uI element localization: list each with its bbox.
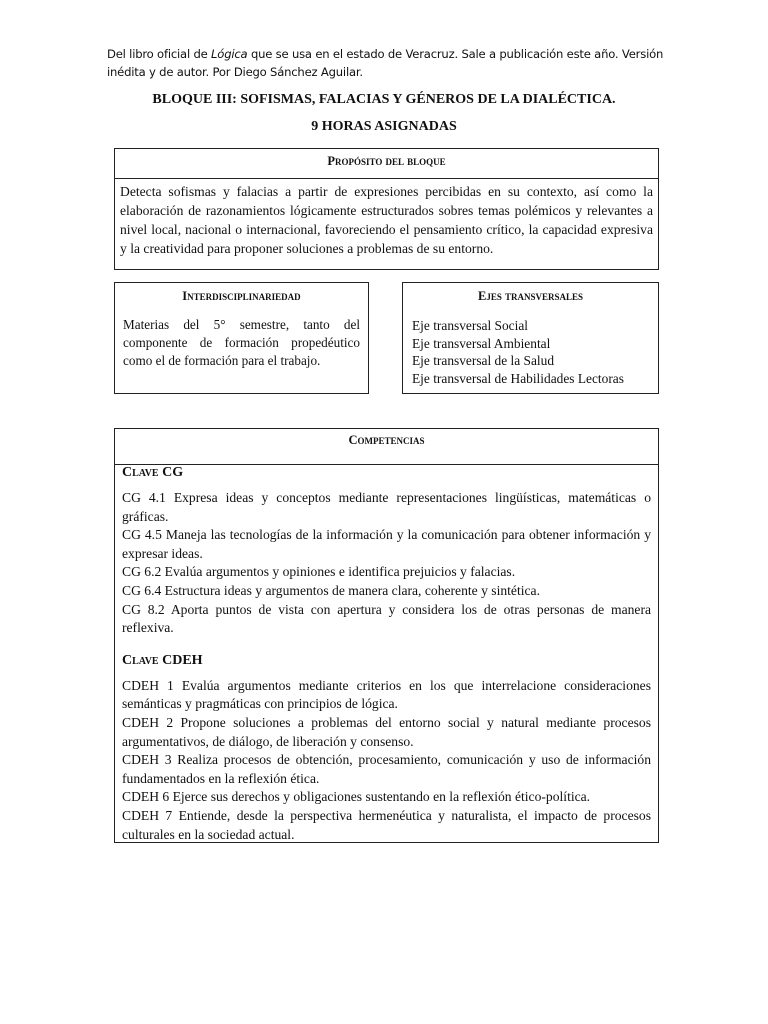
list-item: CG 4.1 Expresa ideas y conceptos mediante representaciones lingüísticas, matemáticas o gráficas. bbox=[122, 490, 651, 524]
interdisciplinariedad-heading: Interdisciplinariedad bbox=[182, 289, 301, 303]
list-item: CDEH 7 Entiende, desde la perspectiva hermenéutica y naturalista, el impacto de procesos culturales en la sociedad actual. bbox=[122, 807, 651, 842]
competencias-heading: Competencias bbox=[115, 429, 658, 465]
block-title: BLOQUE III: SOFISMAS, FALACIAS Y GÉNEROS DE LA DIALÉCTICA. bbox=[152, 92, 616, 107]
header-note bbox=[107, 45, 667, 81]
list-item: Eje transversal de Habilidades Lectoras bbox=[412, 370, 624, 386]
interdisciplinariedad-text: Materias del 5° semestre, tanto del componente de formación propedéutico como el de formación para el trabajo. bbox=[123, 317, 360, 368]
clave-cg-label bbox=[122, 465, 651, 481]
competencias-body bbox=[115, 465, 658, 844]
list-item: CG 8.2 Aporta puntos de vista con apertura y considera los de otras personas de manera reflexiva. bbox=[122, 601, 651, 636]
interdisciplinariedad-box bbox=[114, 282, 369, 394]
header-note-book-title: Lógica bbox=[211, 47, 248, 61]
header-note-part1: Del libro oficial de bbox=[107, 47, 212, 61]
clave-cdeh-label-code: CDEH bbox=[158, 652, 203, 668]
competencias-box bbox=[114, 428, 659, 843]
ejes-heading: Ejes transversales bbox=[478, 289, 583, 303]
list-item: CDEH 3 Realiza procesos de obtención, procesamiento, comunicación y uso de información fundamentados en la reflexión ética. bbox=[122, 752, 651, 786]
ejes-list bbox=[403, 304, 658, 387]
header-note-part3: que se usa en el estado de Veracruz. Sale a publicación este año. Versión inédita y de autor. Por Diego Sánchez Aguilar. bbox=[107, 47, 664, 79]
list-item: CG 6.2 Evalúa argumentos y opiniones e identifica prejuicios y falacias. bbox=[122, 564, 516, 580]
cdeh-list bbox=[122, 677, 651, 844]
list-item: Eje transversal Social bbox=[412, 318, 529, 333]
list-item: CG 6.4 Estructura ideas y argumentos de manera clara, coherente y sintética. bbox=[122, 582, 540, 598]
purpose-heading: Propósito del bloque bbox=[115, 149, 658, 179]
list-item: CDEH 6 Ejerce sus derechos y obligaciones sustentando en la reflexión ético-política. bbox=[122, 789, 591, 805]
purpose-box bbox=[114, 148, 659, 270]
clave-cg-label-prefix: Clave bbox=[122, 465, 159, 480]
clave-cg-label-code: CG bbox=[158, 465, 184, 480]
clave-cdeh-label bbox=[122, 653, 651, 669]
ejes-transversales-box bbox=[402, 282, 659, 394]
clave-cdeh-label-prefix: Clave bbox=[122, 652, 159, 668]
list-item: Eje transversal Ambiental bbox=[412, 335, 551, 351]
list-item: Eje transversal de la Salud bbox=[412, 353, 555, 368]
hours-title: 9 HORAS ASIGNADAS bbox=[311, 119, 457, 134]
cg-list bbox=[122, 489, 651, 638]
list-item: CDEH 2 Propone soluciones a problemas del entorno social y natural mediante procesos argumentativos, de diálogo, de liberación y consenso. bbox=[122, 714, 651, 749]
purpose-text: Detecta sofismas y falacias a partir de expresiones percibidas en su contexto, así como la elaboración de razonamientos lógicamente estructurados sobres temas polémicos y relevantes a nivel local, nacional o internacional, favoreciendo el pensamiento crítico, la capacidad expresiva y la creatividad para proponer soluciones a problemas de su entorno. bbox=[120, 184, 653, 256]
list-item: CG 4.5 Maneja las tecnologías de la información y la comunicación para obtener información y expresar ideas. bbox=[122, 527, 651, 561]
list-item: CDEH 1 Evalúa argumentos mediante criterios en los que interrelacione consideraciones semánticas y pragmáticas con principios de lógica. bbox=[122, 677, 651, 712]
